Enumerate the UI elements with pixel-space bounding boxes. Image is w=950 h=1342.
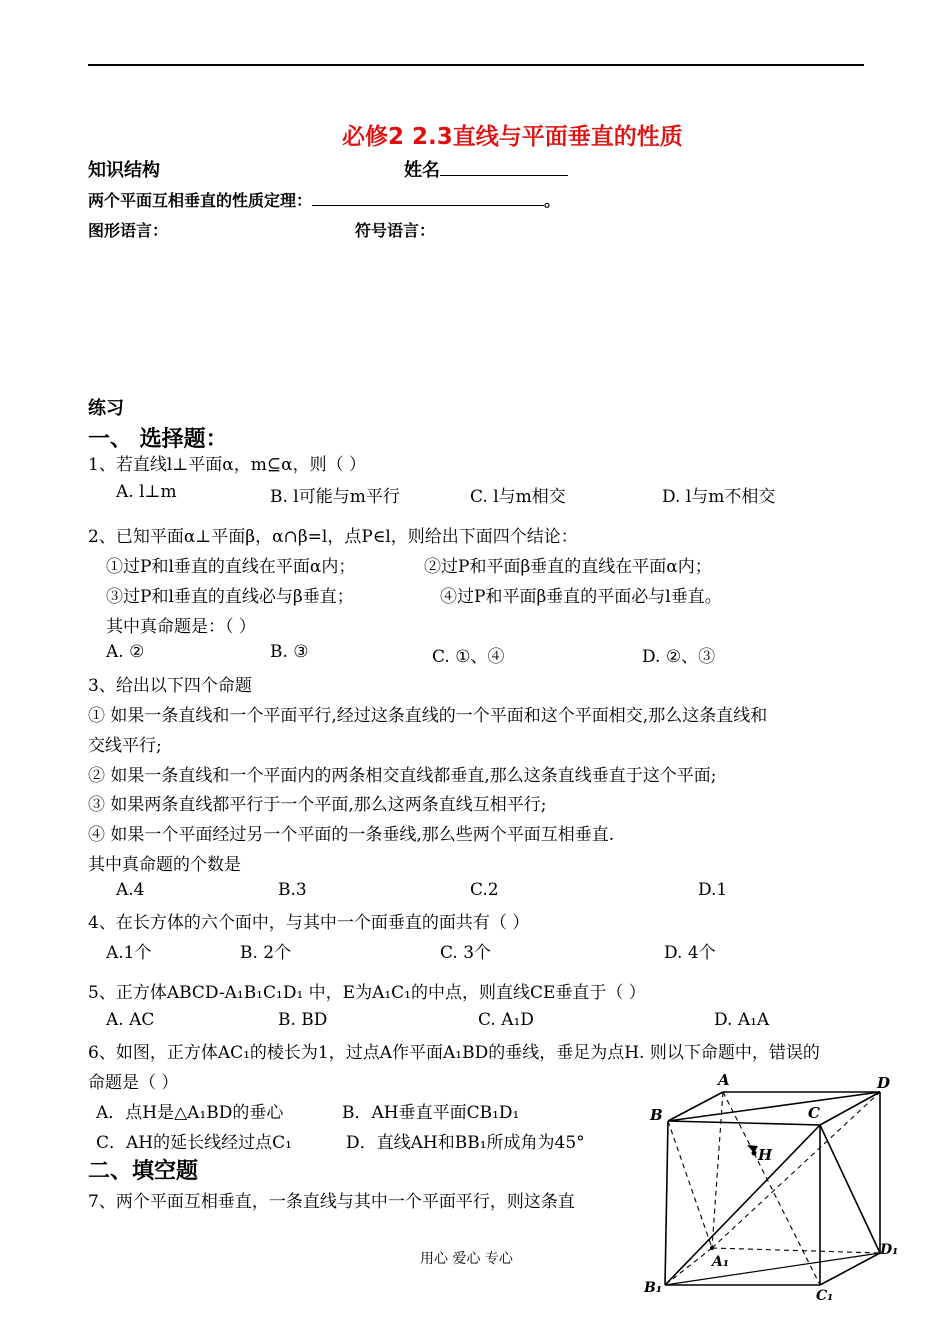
section-label: 知识结构 [88, 160, 160, 181]
q6-stem-a: 6、如图，正方体AC₁的棱长为1，过点A作平面A₁BD的垂线，垂足为点H. 则以下命题中，错误的 [88, 1043, 820, 1063]
figure-language-label: 图形语言： [88, 221, 169, 240]
q6-option-b: B．AH垂直平面CB₁D₁ [342, 1103, 520, 1123]
label-C: C [808, 1104, 820, 1122]
q6-option-c: C．AH的延长线经过点C₁ [96, 1133, 292, 1153]
q3-option-a: A.4 [116, 880, 145, 900]
name-blank [440, 174, 568, 176]
q3-proposition-2: ② 如果一条直线和一个平面内的两条相交直线都垂直,那么这条直线垂直于这个平面; [88, 766, 717, 786]
q2-option-b: B. ③ [270, 642, 309, 662]
q3-proposition-1a: ① 如果一条直线和一个平面平行,经过这条直线的一个平面和这个平面相交,那么这条直线和 [88, 706, 768, 726]
q1-option-d: D. l与m不相交 [662, 487, 776, 507]
label-D: D [877, 1074, 891, 1092]
q3-ask: 其中真命题的个数是 [88, 855, 241, 875]
q5-option-b: B. BD [278, 1010, 328, 1030]
q2-option-a: A. ② [106, 642, 145, 662]
q1-option-c: C. l与m相交 [470, 487, 566, 507]
q5-option-a: A. AC [106, 1010, 155, 1030]
cube-figure [640, 1068, 910, 1330]
label-B: B [650, 1106, 663, 1124]
q3-proposition-3: ③ 如果两条直线都平行于一个平面,那么这两条直线互相平行; [88, 795, 547, 815]
q3-option-d: D.1 [698, 880, 728, 900]
label-A1: A₁ [712, 1254, 729, 1270]
q3-proposition-1b: 交线平行; [88, 736, 162, 756]
q4-option-a: A.1个 [106, 943, 152, 963]
q1-stem: 1、若直线l⊥平面α，m⊆α，则（ ） [88, 455, 366, 475]
label-D1: D₁ [880, 1242, 899, 1258]
q2-statement-1: ①过P和l垂直的直线在平面α内； [106, 557, 356, 577]
q4-stem: 4、在长方体的六个面中，与其中一个面垂直的面共有（ ） [88, 913, 530, 933]
q1-option-a: A. l⊥m [116, 482, 177, 502]
q4-option-d: D. 4个 [664, 943, 716, 963]
name-label: 姓名 [404, 160, 440, 181]
part2-heading: 二、填空题 [88, 1159, 199, 1184]
q5-stem: 5、正方体ABCD-A₁B₁C₁D₁ 中，E为A₁C₁的中点，则直线CE垂直于（ ） [88, 983, 646, 1003]
vertex-a1-dot-icon [710, 1246, 714, 1250]
foot-point-icon [752, 1151, 757, 1156]
q2-ask: 其中真命题是：（ ） [106, 617, 256, 637]
theorem-end: 。 [544, 191, 561, 210]
page-title: 必修2 2.3直线与平面垂直的性质 [342, 124, 683, 150]
q2-stem: 2、已知平面α⊥平面β，α∩β=l，点P∈l，则给出下面四个结论： [88, 527, 578, 547]
q3-option-c: C.2 [470, 880, 499, 900]
q4-option-b: B. 2个 [240, 943, 292, 963]
practice-label: 练习 [88, 398, 124, 419]
q1-option-b: B. l可能与m平行 [270, 487, 400, 507]
q2-statement-4: ④过P和平面β垂直的平面必与l垂直。 [440, 587, 722, 607]
q4-option-c: C. 3个 [440, 943, 492, 963]
label-A: A [718, 1071, 730, 1089]
q2-statement-3: ③过P和l垂直的直线必与β垂直； [106, 587, 354, 607]
q7-stem: 7、两个平面互相垂直，一条直线与其中一个平面平行，则这条直 [88, 1192, 575, 1212]
q6-option-d: D．直线AH和BB₁所成角为45° [346, 1133, 585, 1153]
label-C1: C₁ [816, 1288, 834, 1304]
q3-stem: 3、给出以下四个命题 [88, 676, 252, 696]
q6-option-a: A．点H是△A₁BD的垂心 [96, 1103, 284, 1123]
q2-statement-2: ②过P和平面β垂直的直线在平面α内； [424, 557, 712, 577]
q3-proposition-4: ④ 如果一个平面经过另一个平面的一条垂线,那么些两个平面互相垂直. [88, 825, 615, 845]
name-field [404, 156, 568, 182]
q5-option-d: D. A₁A [714, 1010, 770, 1030]
theorem-line [88, 188, 560, 211]
label-H: H [758, 1146, 773, 1164]
q5-option-c: C. A₁D [478, 1010, 534, 1030]
theorem-label: 两个平面互相垂直的性质定理： [88, 191, 313, 210]
q6-stem-b: 命题是（ ） [88, 1073, 179, 1093]
part1-heading: 一、 选择题： [88, 427, 228, 452]
q3-option-b: B.3 [278, 880, 307, 900]
label-B1: B₁ [644, 1280, 662, 1296]
header-rule [88, 64, 864, 66]
q2-option-c: C. ①、④ [432, 647, 505, 667]
symbol-language-label: 符号语言： [355, 221, 436, 240]
theorem-blank [312, 204, 544, 206]
page-footer: 用心 爱心 专心 [420, 1251, 513, 1267]
q2-option-d: D. ②、③ [642, 647, 716, 667]
